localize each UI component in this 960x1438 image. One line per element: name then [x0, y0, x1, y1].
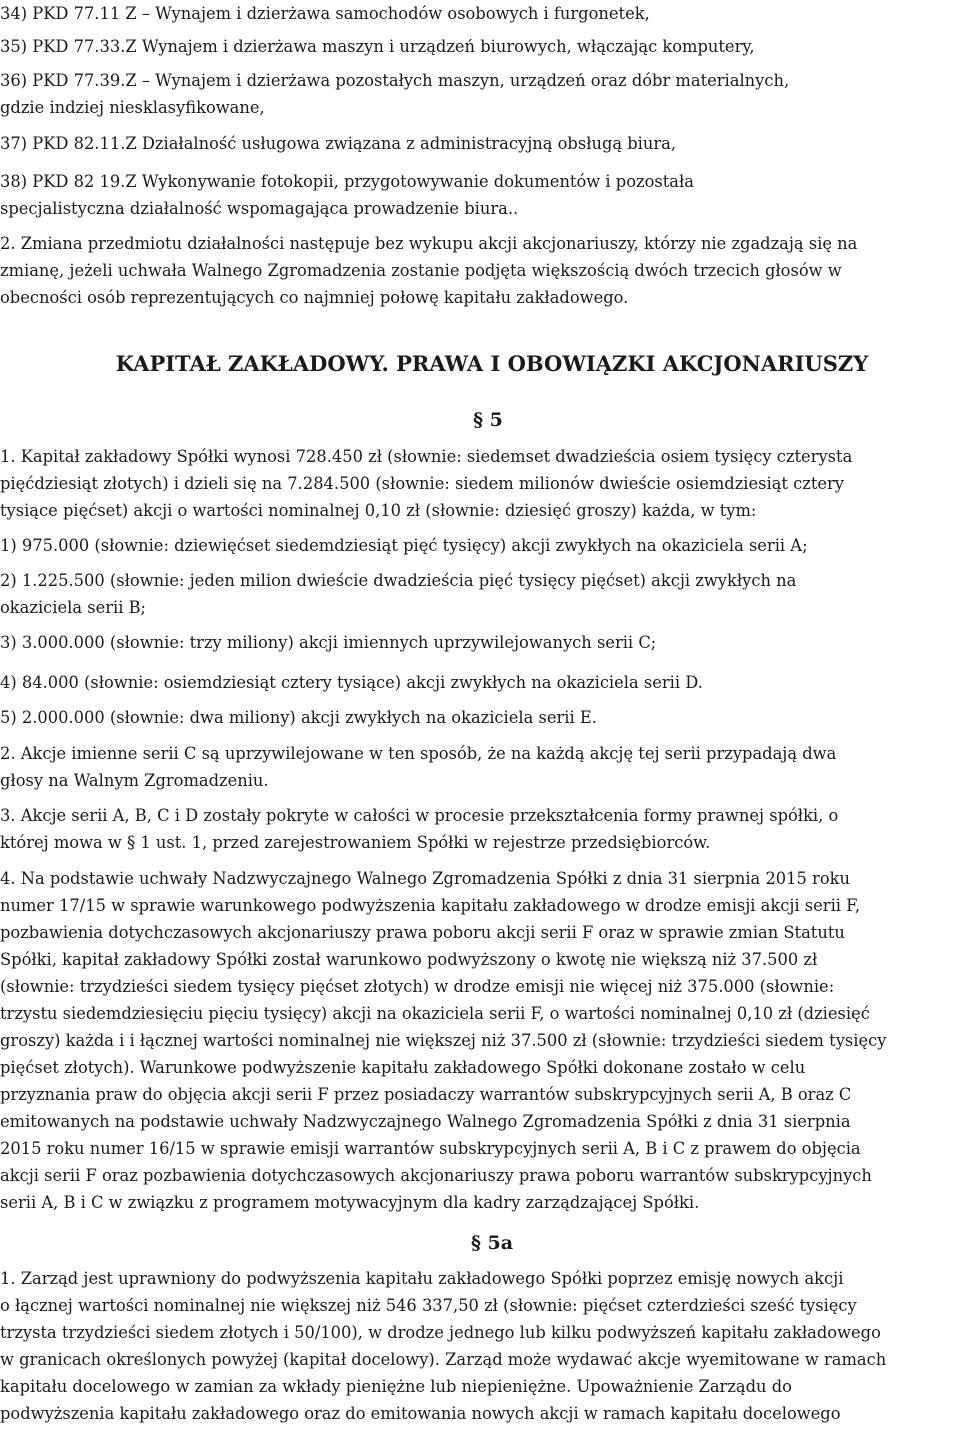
s5-series-e: 5) 2.000.000 (słownie: dwa miliony) akcji zwykłych na okaziciela serii E. — [0, 708, 597, 727]
section-5-title: § 5 — [473, 409, 503, 431]
s5a-p1-line1: 1. Zarząd jest uprawniony do podwyższenia kapitału zakładowego Spółki poprzez emisję nowych akcji — [0, 1269, 844, 1288]
s5-p4-line11: 2015 roku numer 16/15 w sprawie emisji warrantów subskrypcyjnych serii A, B i C z prawem do objęcia — [0, 1139, 861, 1158]
list-item-37: 37) PKD 82.11.Z Działalność usługowa związana z administracyjną obsługą biura, — [0, 134, 677, 153]
s5-p4-line9: przyznania praw do objęcia akcji serii F przez posiadaczy warrantów subskrypcyjnych serii A, B oraz C — [0, 1085, 852, 1104]
para2-line1: 2. Zmiana przedmiotu działalności następuje bez wykupu akcji akcjonariuszy, którzy nie zgadzają się na — [0, 234, 858, 253]
list-item-38-line1: 38) PKD 82 19.Z Wykonywanie fotokopii, przygotowywanie dokumentów i pozostała — [0, 172, 694, 191]
s5a-p1-line6: podwyższenia kapitału zakładowego oraz do emitowania nowych akcji w ramach kapitału docelowego — [0, 1404, 841, 1423]
s5-series-d: 4) 84.000 (słownie: osiemdziesiąt cztery tysiące) akcji zwykłych na okaziciela serii D. — [0, 673, 703, 692]
s5a-p1-line3: trzysta trzydzieści siedem złotych i 50/100), w drodze jednego lub kilku podwyższeń kapitału zakładowego — [0, 1323, 881, 1342]
s5-p3-line2: której mowa w § 1 ust. 1, przed zarejestrowaniem Spółki w rejestrze przedsiębiorców. — [0, 833, 711, 852]
s5-series-b-line1: 2) 1.225.500 (słownie: jeden milion dwieście dwadzieścia pięć tysięcy pięćset) akcji zwykłych na — [0, 571, 797, 590]
s5-p4-line7: groszy) każda i i łącznej wartości nominalnej nie większej niż 37.500 zł (słownie: trzydzieści siedem tysięcy — [0, 1031, 887, 1050]
s5-p4-line4: Spółki, kapitał zakładowy Spółki został warunkowo podwyższony o kwotę nie większą niż 37.500 zł — [0, 950, 818, 969]
list-item-38-line2: specjalistyczna działalność wspomagająca prowadzenie biura.. — [0, 199, 519, 218]
s5a-p1-line2: o łącznej wartości nominalnej nie większej niż 546 337,50 zł (słownie: pięćset czterdzieści sześć tysięcy — [0, 1296, 857, 1315]
s5-series-a: 1) 975.000 (słownie: dziewięćset siedemdziesiąt pięć tysięcy) akcji zwykłych na okaziciela serii A; — [0, 536, 808, 555]
s5-p4-line1: 4. Na podstawie uchwały Nadzwyczajnego Walnego Zgromadzenia Spółki z dnia 31 sierpnia 2015 roku — [0, 869, 850, 888]
s5-p4-line8: pięćset złotych). Warunkowe podwyższenie kapitału zakładowego Spółki dokonane zostało w celu — [0, 1058, 806, 1077]
s5-p4-line2: numer 17/15 w sprawie warunkowego podwyższenia kapitału zakładowego w drodze emisji akcji serii F, — [0, 896, 861, 915]
s5a-p1-line4: w granicach określonych powyżej (kapitał docelowy). Zarząd może wydawać akcje wyemitowane w ramach — [0, 1350, 887, 1369]
s5-p4-line12: akcji serii F oraz pozbawienia dotychczasowych akcjonariuszy prawa poboru warrantów subskrypcyjnych — [0, 1166, 872, 1185]
s5-p4-line5: (słownie: trzydzieści siedem tysięcy pięćset złotych) w drodze emisji nie więcej niż 375.000 (słownie: — [0, 977, 835, 996]
para2-line3: obecności osób reprezentujących co najmniej połowę kapitału zakładowego. — [0, 288, 629, 307]
para2-line2: zmianę, jeżeli uchwała Walnego Zgromadzenia zostanie podjęta większością dwóch trzecich głosów w — [0, 261, 842, 280]
s5-p1-line3: tysiące pięćset) akcji o wartości nominalnej 0,10 zł (słownie: dziesięć groszy) każda, w tym: — [0, 501, 757, 520]
list-item-35: 35) PKD 77.33.Z Wynajem i dzierżawa maszyn i urządzeń biurowych, włączając komputery, — [0, 37, 755, 56]
list-item-36-line2: gdzie indziej niesklasyfikowane, — [0, 98, 265, 117]
s5-series-b-line2: okaziciela serii B; — [0, 598, 147, 617]
s5-p4-line13: serii A, B i C w związku z programem motywacyjnym dla kadry zarządzającej Spółki. — [0, 1193, 700, 1212]
s5-series-c: 3) 3.000.000 (słownie: trzy miliony) akcji imiennych uprzywilejowanych serii C; — [0, 633, 657, 652]
s5-p4-line6: trzystu siedemdziesięciu pięciu tysięcy) akcji na okaziciela serii F, o wartości nominalnej 0,10 zł (dziesięć — [0, 1004, 870, 1023]
section-5a-title: § 5a — [470, 1232, 514, 1254]
s5-p4-line3: pozbawienia dotychczasowych akcjonariuszy prawa poboru akcji serii F oraz w sprawie zmian Statutu — [0, 923, 845, 942]
list-item-36-line1: 36) PKD 77.39.Z – Wynajem i dzierżawa pozostałych maszyn, urządzeń oraz dóbr materialnych, — [0, 71, 790, 90]
section-heading: KAPITAŁ ZAKŁADOWY. PRAWA I OBOWIĄZKI AKCJONARIUSZY — [115, 351, 869, 376]
s5-p1-line2: pięćdziesiąt złotych) i dzieli się na 7.284.500 (słownie: siedem milionów dwieście osiemdziesiąt cztery — [0, 474, 844, 493]
list-item-34: 34) PKD 77.11 Z – Wynajem i dzierżawa samochodów osobowych i furgonetek, — [0, 4, 650, 23]
s5-p4-line10: emitowanych na podstawie uchwały Nadzwyczajnego Walnego Zgromadzenia Spółki z dnia 31 sierpnia — [0, 1112, 851, 1131]
s5a-p1-line5: kapitału docelowego w zamian za wkłady pieniężne lub niepieniężne. Upoważnienie Zarządu do — [0, 1377, 792, 1396]
s5-p2-line1: 2. Akcje imienne serii C są uprzywilejowane w ten sposób, że na każdą akcję tej serii przypadają dwa — [0, 744, 837, 763]
s5-p2-line2: głosy na Walnym Zgromadzeniu. — [0, 771, 269, 790]
s5-p3-line1: 3. Akcje serii A, B, C i D zostały pokryte w całości w procesie przekształcenia formy prawnej spółki, o — [0, 806, 839, 825]
s5-p1-line1: 1. Kapitał zakładowy Spółki wynosi 728.450 zł (słownie: siedemset dwadzieścia osiem tysięcy czterysta — [0, 447, 853, 466]
